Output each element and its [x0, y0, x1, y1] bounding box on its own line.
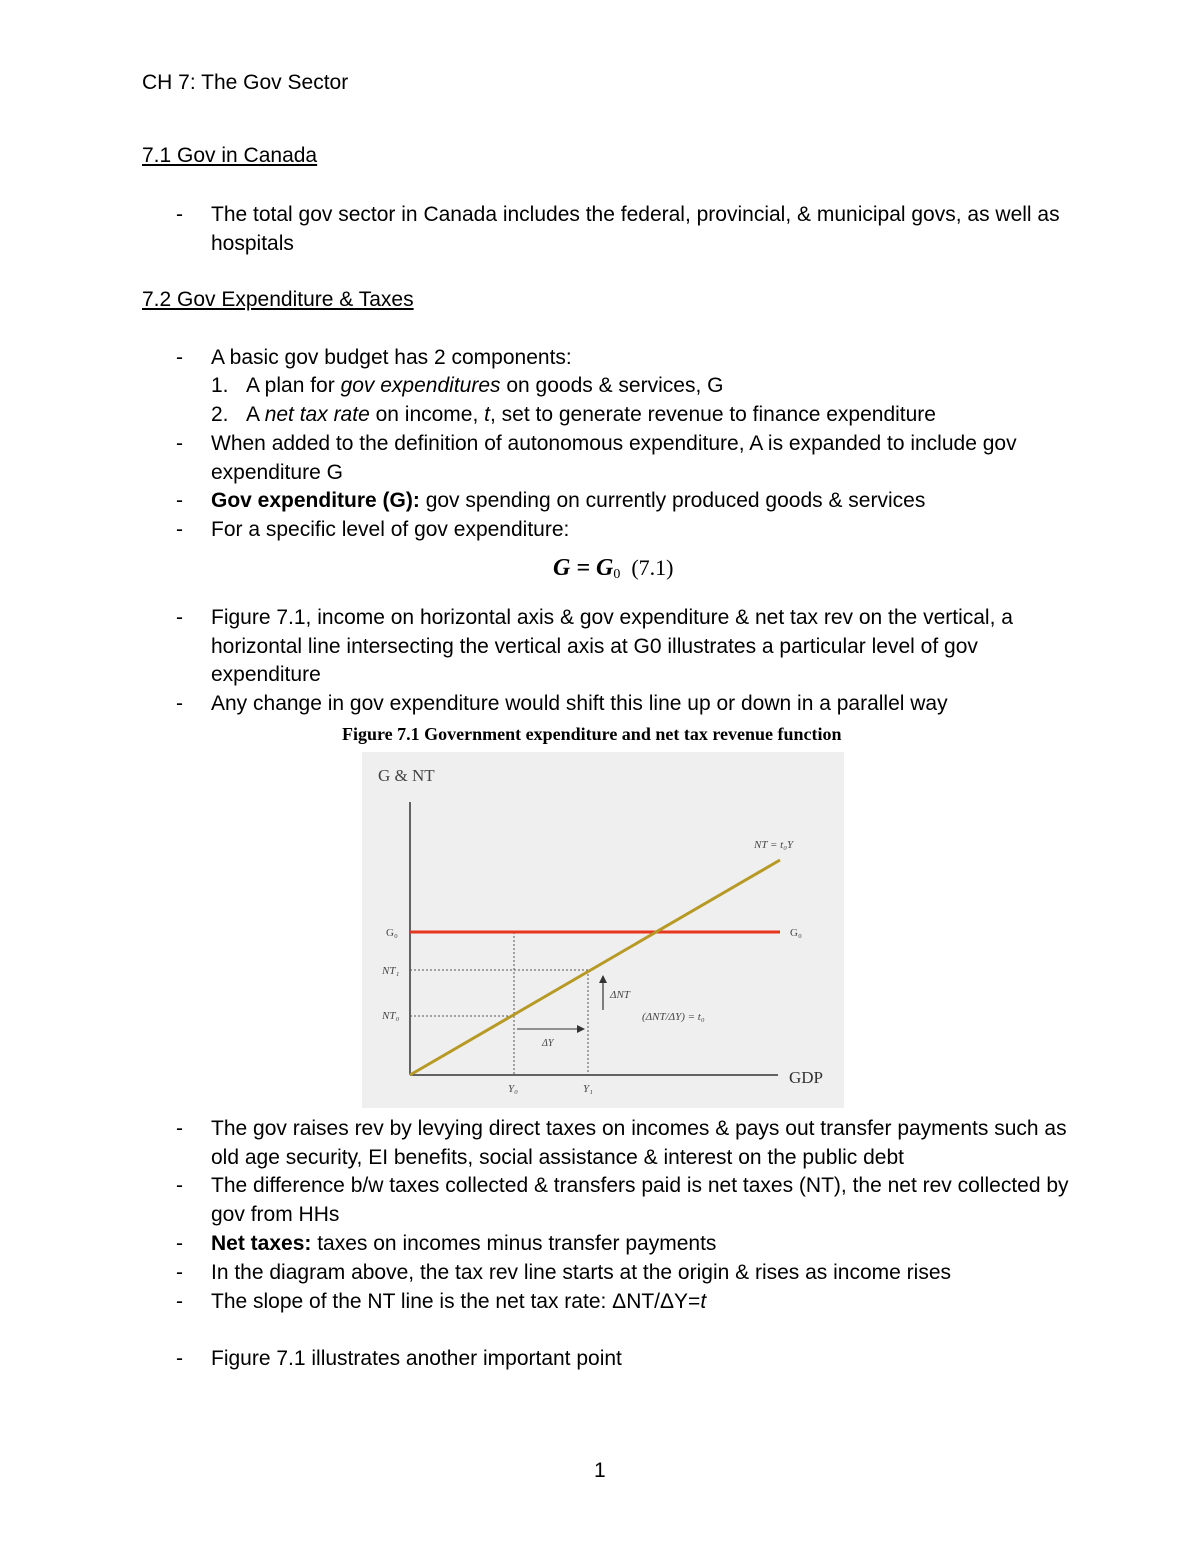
bullet-marker: - — [176, 606, 183, 629]
tick-g0: G₀ — [386, 927, 398, 939]
tick-y1: Y₁ — [583, 1083, 593, 1095]
bullet-marker: - — [176, 1232, 183, 1255]
x-axis-label: GDP — [789, 1068, 824, 1087]
tick-nt1: NT₁ — [382, 965, 400, 977]
bullet-marker: - — [176, 346, 183, 369]
tick-nt0: NT₀ — [382, 1010, 400, 1022]
y-axis-label: G & NT — [378, 766, 435, 785]
bullet-specific-level: For a specific level of gov expenditure: — [211, 518, 570, 541]
bullet-marker: - — [176, 1290, 183, 1313]
bullet-marker: - — [176, 1261, 183, 1284]
bullet-tax-rev-line: In the diagram above, the tax rev line starts at the origin & rises as income rises — [211, 1261, 952, 1284]
bullet-marker: - — [176, 489, 183, 512]
delta-y-label: ΔY — [542, 1038, 554, 1049]
bullet-gov-expenditure-definition: Gov expenditure (G): gov spending on currently produced goods & services — [211, 489, 926, 512]
list-number-2: 2. — [211, 403, 229, 426]
bullet-marker: - — [176, 203, 183, 226]
tick-y0: Y₀ — [508, 1083, 518, 1095]
bullet-marker: - — [176, 1117, 183, 1140]
bullet-direct-taxes: The gov raises rev by levying direct taxes on incomes & pays out transfer payments such as old age security, EI benefits, social assistance & interest on the public debt — [211, 1117, 1067, 1169]
bullet-another-point: Figure 7.1 illustrates another important point — [211, 1347, 622, 1370]
g0-line-label: G₀ — [790, 927, 802, 939]
bullet-marker: - — [176, 1174, 183, 1197]
bullet-slope-nt-line: The slope of the NT line is the net tax rate: ΔNT/ΔY=t — [211, 1290, 707, 1313]
bullet-budget-components: A basic gov budget has 2 components: — [211, 346, 572, 369]
bullet-marker: - — [176, 1347, 183, 1370]
nt-line-label: NT = t₀Y — [754, 839, 794, 851]
figure-caption: Figure 7.1 Government expenditure and net tax revenue function — [342, 724, 842, 744]
bullet-net-taxes-difference: The difference b/w taxes collected & transfers paid is net taxes (NT), the net rev collected by gov from HHs — [211, 1174, 1069, 1226]
page-number: 1 — [594, 1459, 606, 1482]
bullet-figure-description: Figure 7.1, income on horizontal axis & gov expenditure & net tax rev on the vertical, a horizontal line intersecting the vertical axis at G0 illustrates a particular level of gov expenditure — [211, 606, 1013, 686]
nt-line — [410, 860, 780, 1075]
bullet-marker: - — [176, 518, 183, 541]
figure-7-1 — [362, 752, 844, 1108]
bullet-gov-sector-canada: The total gov sector in Canada includes the federal, provincial, & municipal govs, as well as hospitals — [211, 203, 1060, 255]
delta-nt-label: ΔNT — [610, 989, 630, 1001]
list-number-1: 1. — [211, 374, 229, 397]
list-item-net-tax-rate: A net tax rate on income, t, set to generate revenue to finance expenditure — [246, 403, 936, 426]
figure-diagram — [362, 752, 844, 1108]
bullet-net-taxes-definition: Net taxes: taxes on incomes minus transfer payments — [211, 1232, 717, 1255]
bullet-parallel-shift: Any change in gov expenditure would shift this line up or down in a parallel way — [211, 692, 948, 715]
document-title: CH 7: The Gov Sector — [142, 71, 349, 94]
bullet-marker: - — [176, 692, 183, 715]
bullet-autonomous-expenditure: When added to the definition of autonomous expenditure, A is expanded to include gov expenditure G — [211, 432, 1017, 484]
equation-7-1: G = G0 (7.1) — [553, 555, 674, 582]
bullet-marker: - — [176, 432, 183, 455]
section-heading-7-2: 7.2 Gov Expenditure & Taxes — [142, 288, 414, 311]
slope-label: (ΔNT/ΔY) = t₀ — [642, 1011, 705, 1023]
list-item-gov-expenditures: A plan for gov expenditures on goods & services, G — [246, 374, 724, 397]
section-heading-7-1: 7.1 Gov in Canada — [142, 144, 318, 167]
